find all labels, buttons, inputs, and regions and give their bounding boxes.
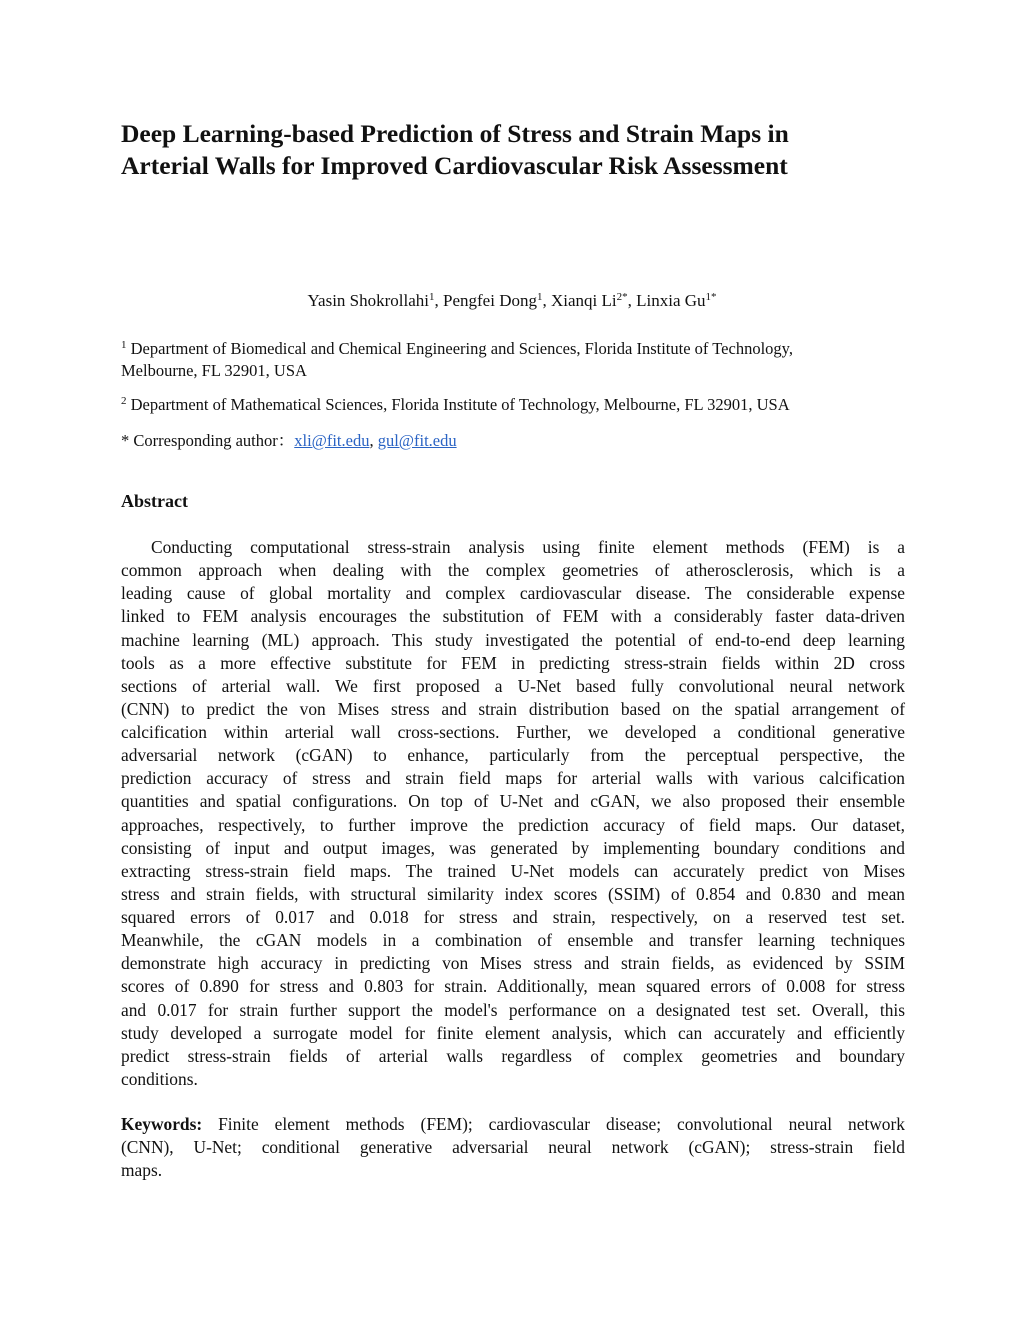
abstract-line: common approach when dealing with the complex geometries of atherosclerosis, which is a (121, 560, 905, 581)
abstract-line: demonstrate high accuracy in predicting von Mises stress and strain fields, as evidenced by SSIM (121, 953, 905, 974)
affiliation-line: Melbourne, FL 32901, USA (121, 361, 307, 380)
abstract-line: machine learning (ML) approach. This study investigated the potential of end-to-end deep learning (121, 629, 905, 650)
affiliation-line (121, 394, 905, 416)
author-name: Yasin Shokrollahi (307, 291, 430, 310)
abstract-line: scores of 0.890 for stress and 0.803 for strain. Additionally, mean squared errors of 0.008 for stress (121, 976, 905, 997)
author-affiliation-mark: 2* (616, 291, 628, 303)
abstract-line: prediction accuracy of stress and strain field maps for arterial walls with various calcification (121, 768, 905, 789)
keywords-text: Finite element methods (FEM); cardiovascular disease; convolutional neural network (202, 1114, 905, 1134)
abstract-line: Meanwhile, the cGAN models in a combination of ensemble and transfer learning techniques (121, 930, 905, 951)
corresponding-label: * Corresponding author： (121, 431, 295, 450)
email-separator: , (369, 431, 378, 450)
author-separator: , (542, 291, 551, 310)
author-name: Linxia Gu (636, 291, 706, 310)
abstract-line: linked to FEM analysis encourages the substitution of FEM with a considerably faster data-driven (121, 606, 905, 627)
author-separator: , (434, 291, 444, 310)
abstract-line: Conducting computational stress-strain analysis using finite element methods (FEM) is a (151, 537, 905, 557)
author-affiliation-mark: 1 (429, 291, 435, 303)
affiliation-1 (121, 338, 905, 382)
abstract-line: sections of arterial wall. We first proposed a U-Net based fully convolutional neural network (121, 675, 905, 696)
abstract-line: and 0.017 for strain further support the model's performance on a designated test set. Overall, this (121, 999, 905, 1020)
abstract-line: consisting of input and output images, was generated by implementing boundary conditions and (121, 837, 905, 858)
keywords-line: (CNN), U-Net; conditional generative adversarial neural network (cGAN); stress-strain field (121, 1137, 905, 1158)
author-separator: , (627, 291, 637, 310)
author-list (0, 290, 1024, 312)
affiliation-text: Department of Mathematical Sciences, Florida Institute of Technology, Melbourne, FL 32901, USA (126, 395, 790, 414)
affiliation-marker: 1 (121, 339, 127, 351)
abstract-line: tools as a more effective substitute for FEM in predicting stress-strain fields within 2D cross (121, 652, 905, 673)
abstract-heading: Abstract (121, 491, 188, 511)
title-line: Deep Learning-based Prediction of Stress and Strain Maps in (121, 119, 789, 148)
abstract-line: adversarial network (cGAN) to enhance, particularly from the perceptual perspective, the (121, 745, 905, 766)
keywords-line (121, 1113, 905, 1136)
abstract-line: approaches, respectively, to further improve the prediction accuracy of field maps. Our dataset, (121, 814, 905, 835)
abstract-line: study developed a surrogate model for finite element analysis, which can accurately and efficiently (121, 1022, 905, 1043)
abstract-line: squared errors of 0.017 and 0.018 for stress and strain, respectively, on a reserved test set. (121, 907, 905, 927)
abstract-line: extracting stress-strain field maps. The trained U-Net models can accurately predict von Mises (121, 860, 905, 881)
abstract-line: conditions. (121, 1068, 198, 1089)
paper-title (121, 118, 911, 182)
keywords-line: maps. (121, 1160, 163, 1181)
author-name: Pengfei Dong (443, 291, 537, 310)
author-affiliation-mark: 1* (705, 291, 717, 303)
affiliation-line (121, 338, 905, 360)
affiliation-text: Department of Biomedical and Chemical Engineering and Sciences, Florida Institute of Technology, (126, 339, 793, 358)
email-link-gul[interactable]: gul@fit.edu (377, 431, 457, 450)
title-line: Arterial Walls for Improved Cardiovascular Risk Assessment (121, 151, 788, 180)
keywords-label: Keywords: (121, 1114, 203, 1134)
abstract-line: leading cause of global mortality and complex cardiovascular disease. The considerable expense (121, 583, 905, 604)
email-link-xli[interactable]: xli@fit.edu (294, 431, 370, 450)
affiliation-2 (121, 394, 905, 416)
abstract-line: calcification within arterial wall cross-sections. Further, we developed a conditional generative (121, 722, 905, 742)
abstract-body (121, 536, 905, 1091)
corresponding-line (121, 430, 905, 452)
abstract-line: quantities and spatial configurations. On top of U-Net and cGAN, we also proposed their ensemble (121, 791, 905, 812)
author-affiliation-mark: 1 (536, 291, 543, 303)
corresponding-author (121, 430, 905, 452)
abstract-line: predict stress-strain fields of arterial walls regardless of complex geometries and boundary (121, 1045, 905, 1066)
abstract-line: (CNN) to predict the von Mises stress and strain distribution based on the spatial arrangement of (121, 698, 905, 719)
affiliation-marker: 2 (121, 395, 127, 407)
keywords-block (121, 1113, 905, 1182)
abstract-line: stress and strain fields, with structural similarity index scores (SSIM) of 0.854 and 0.830 and mean (121, 883, 905, 904)
author-name: Xianqi Li (550, 291, 617, 310)
